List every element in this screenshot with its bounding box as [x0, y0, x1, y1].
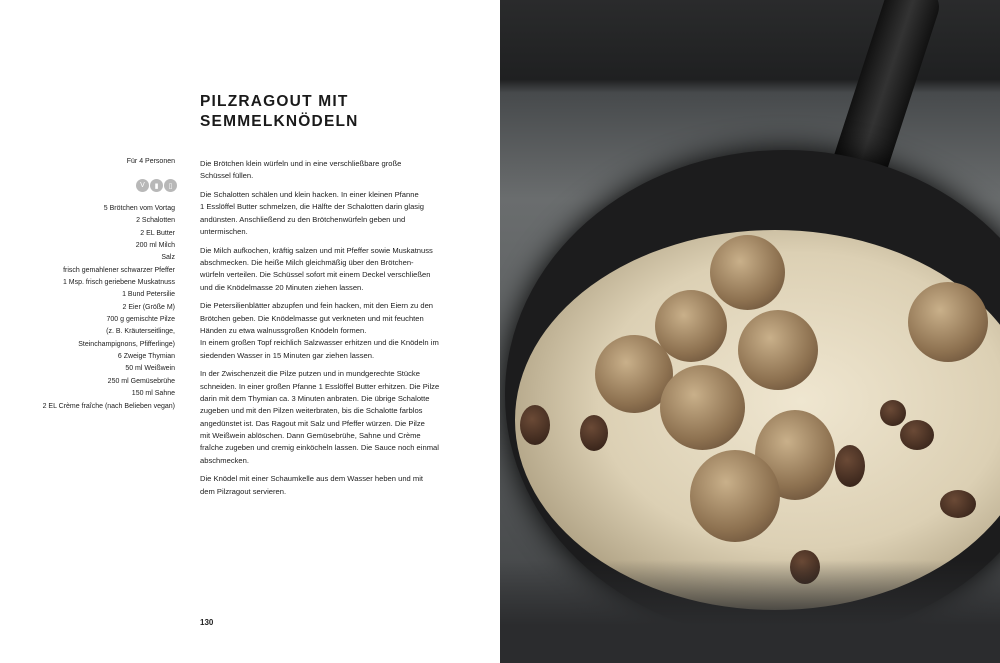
dumpling	[908, 282, 988, 362]
instructions	[200, 158, 460, 504]
dumpling	[690, 450, 780, 542]
ingredient-item: 1 Msp. frisch geriebene Muskatnuss	[62, 279, 175, 287]
instruction-paragraph	[200, 473, 460, 498]
text-line: und die Knödelmasse 20 Minuten ziehen lassen.	[200, 282, 364, 292]
ingredient-list	[43, 203, 175, 413]
text-line: dem Pilzragout servieren.	[200, 486, 287, 496]
text-line: mit Weißwein ablöschen. Dann Gemüsebrühe, Sahne und Crème	[200, 430, 421, 440]
mushroom	[940, 490, 976, 518]
ingredient-item: 2 Eier (Größe M)	[122, 303, 175, 311]
text-line: würfeln verteilen. Die Schüssel sofort mit einem Deckel verschließen	[200, 270, 431, 280]
page-number: 130	[200, 618, 214, 627]
text-line: In einem großen Topf reichlich Salzwasser erhitzen und die Knödeln im	[200, 338, 439, 348]
mushroom	[900, 420, 934, 450]
ingredient-item: 50 ml Weißwein	[125, 365, 175, 373]
instruction-paragraph	[200, 368, 460, 466]
text-line: untermischen.	[200, 226, 248, 236]
servings: Für 4 Personen	[126, 158, 175, 165]
mushroom	[520, 405, 550, 445]
ingredient-item: 2 Schalotten	[136, 217, 175, 225]
text-line: 1 Esslöffel Butter schmelzen, die Hälfte der Schalotten darin glasig	[200, 202, 424, 212]
ingredient-item: 2 EL Butter	[140, 229, 175, 237]
ingredient-item: 2 EL Crème fraîche (nach Belieben vegan)	[42, 402, 175, 410]
mushroom	[580, 415, 608, 451]
diet-icons	[136, 179, 177, 192]
ingredient-item: 250 ml Gemüsebrühe	[107, 377, 175, 385]
text-line: Die Petersilienblätter abzupfen und fein hacken, mit den Eiern zu den	[200, 301, 434, 311]
text-line: Händen zu etwa walnussgroßen Knödeln formen.	[200, 326, 367, 336]
lactose-free-icon: ▯	[164, 179, 177, 192]
dish-photo	[500, 0, 1000, 663]
mushroom	[880, 400, 906, 426]
ingredient-item: 1 Bund Petersilie	[122, 291, 175, 299]
instruction-paragraph	[200, 158, 460, 183]
text-line: siedenden Wasser in 15 Minuten gar ziehen lassen.	[200, 350, 375, 360]
text-line: abschmecken. Die heiße Milch gleichmäßig über den Brötchen-	[200, 258, 414, 268]
ingredient-item: Steinchampignons, Pfifferlinge)	[78, 340, 175, 348]
title-line: PILZRAGOUT MIT	[200, 93, 349, 110]
text-line: schneiden. In einer großen Pfanne 1 Esslöffel Butter erhitzen. Die Pilze	[200, 381, 440, 391]
cloth	[500, 560, 1000, 663]
ingredient-item: (z. B. Kräuterseitlinge,	[106, 328, 175, 336]
text-line: fraîche zugeben und cremig einköcheln lassen. Die Sauce noch einmal	[200, 443, 439, 453]
recipe-title	[200, 92, 359, 132]
text-line: darin mit dem Thymian ca. 3 Minuten anbraten. Die übrige Schalotte	[200, 394, 430, 404]
title-line: SEMMELKNÖDELN	[200, 113, 359, 130]
dumpling	[738, 310, 818, 390]
text-line: Die Schalotten schälen und klein hacken. In einer kleinen Pfanne	[200, 190, 419, 200]
vegan-icon: V	[136, 179, 149, 192]
dumpling	[710, 235, 785, 310]
vegetarian-icon: ▮	[150, 179, 163, 192]
instruction-paragraph	[200, 300, 460, 361]
ingredient-item: 200 ml Milch	[135, 242, 175, 250]
text-line: zugeben und mit den Pilzen weiterbraten, bis die Schalotte farblos	[200, 406, 423, 416]
text-line: andünsten. Anschließend zu den Brötchenwürfeln geben und	[200, 214, 406, 224]
ingredient-item: frisch gemahlener schwarzer Pfeffer	[63, 266, 175, 274]
instruction-paragraph	[200, 189, 460, 238]
ingredient-item: 150 ml Sahne	[131, 390, 175, 398]
text-line: Schüssel füllen.	[200, 171, 254, 181]
text-line: angedünstet ist. Das Ragout mit Salz und Pfeffer würzen. Die Pilze	[200, 418, 425, 428]
text-line: Die Knödel mit einer Schaumkelle aus dem Wasser heben und mit	[200, 474, 423, 484]
mushroom	[835, 445, 865, 487]
text-line: Die Brötchen klein würfeln und in eine verschließbare große	[200, 159, 402, 168]
ingredient-item: 5 Brötchen vom Vortag	[103, 205, 175, 212]
ingredient-item: 6 Zweige Thymian	[117, 353, 175, 361]
text-line: In der Zwischenzeit die Pilze putzen und in mundgerechte Stücke	[200, 369, 420, 379]
text-line: abschmecken.	[200, 455, 249, 465]
ingredient-item: 700 g gemischte Pilze	[106, 316, 175, 324]
text-line: Brötchen geben. Die Knödelmasse gut verkneten und mit feuchten	[200, 313, 424, 323]
dumpling	[660, 365, 745, 450]
instruction-paragraph	[200, 245, 460, 294]
ingredient-item: Salz	[161, 254, 175, 262]
text-line: Die Milch aufkochen, kräftig salzen und mit Pfeffer sowie Muskatnuss	[200, 245, 433, 255]
